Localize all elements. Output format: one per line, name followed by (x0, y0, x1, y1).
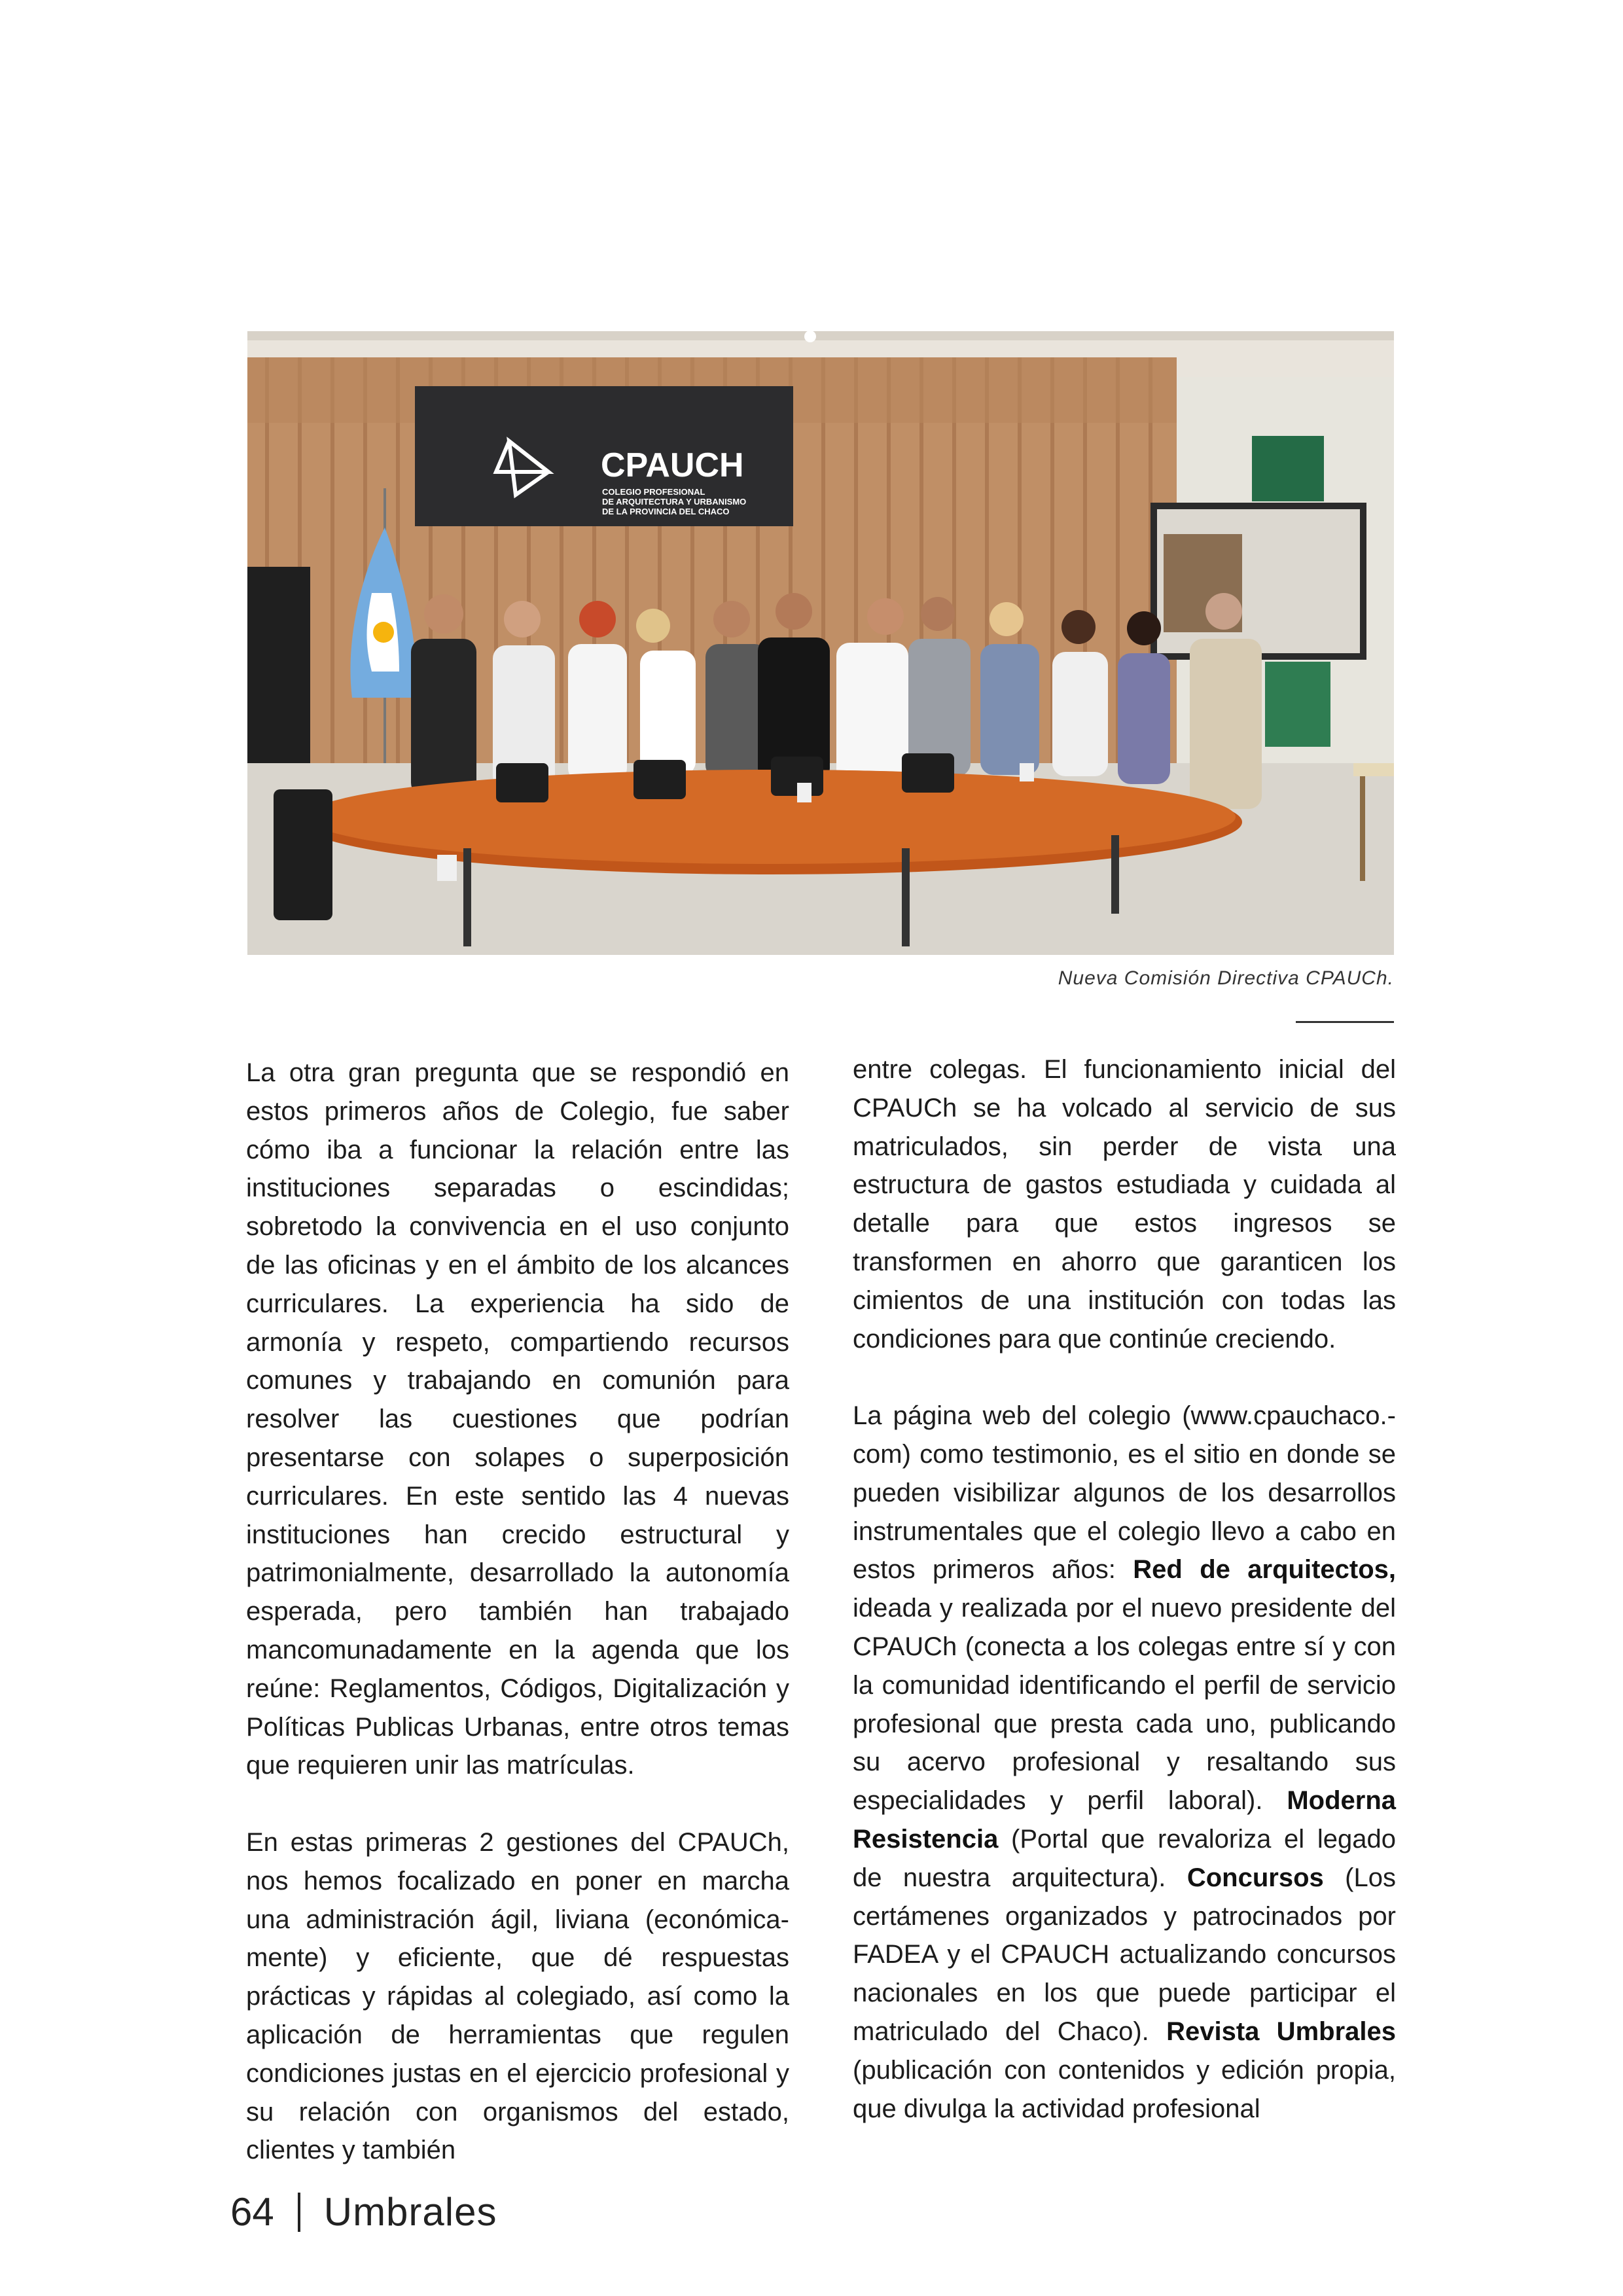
right-paragraph-1: entre colegas. El funcionamiento inicial del CPAUCh se ha volcado al servicio de sus matriculados, sin perder de vista una estructura de gastos estudiada y cuidada al detalle para que estos ingresos se transformen en ahorro que garanticen los cimientos de una institución con todas las condiciones para que continúe creciendo. (853, 1055, 1396, 1354)
right-paragraph-2-d: (Portal que revaloriza el legado de nuestra arquitectura). (853, 1824, 1396, 1892)
right-paragraph-2-c: ideada y realizada por el nuevo presidente del CPAUCh (conecta a los colegas entre sí y con la comunidad identificando el perfil de servicio profesional que presta cada uno, publicando su acervo profesional y resaltando sus especialidades y perfil laboral). (853, 1594, 1396, 1816)
sign-line-2: DE ARQUITECTURA Y URBANISMO (602, 497, 747, 507)
photo-caption: Nueva Comisión Directiva CPAUCh. (1058, 967, 1394, 989)
sign-title: CPAUCH (601, 446, 744, 484)
highlight-concursos: Concursos (1186, 1863, 1324, 1892)
event-photo-illustration (247, 331, 1394, 955)
right-column (853, 1050, 1396, 2166)
sign-line-1: COLEGIO PROFESIONAL (602, 487, 705, 497)
left-paragraph-2: En estas primeras 2 gestiones del CPAUCh, nos hemos focalizado en poner en marcha una administración ágil, liviana (económica-mente) y eficiente, que dé respuestas prácticas y rápidas al colegiado, así como la aplicación de herramientas que regulen condiciones justas en el ejercicio profesional y su relación con organismos del estado, clientes y también (246, 1827, 789, 2165)
magazine-name: Umbrales (323, 2190, 497, 2234)
highlight-moderna-resistencia: Moderna Resistencia (853, 1786, 1396, 1854)
left-paragraph-1: La otra gran pregunta que se respondió en estos primeros años de Colegio, fue saber cómo iba a funcionar la relación entre las instituciones separadas o escindidas; sobretodo la convivencia en el uso conjunto de las oficinas y en el ámbito de los alcances curriculares. La experiencia ha sido de armonía y respeto, compartiendo recursos comunes y trabajando en comunión para resolver las cuestiones que podrían presentarse con solapes o superposición curriculares. En este sentido las 4 nuevas instituciones han crecido estructural y patrimonialmente, desarrollado la autonomía esperada, pero también han trabajado mancomunadamente en la agenda que los reúne: Reglamentos, Códigos, Digitalización y Políticas Publicas Urbanas, entre otros temas que requieren unir las matrículas. (246, 1058, 789, 1780)
page-footer (230, 2189, 497, 2234)
footer-divider (298, 2193, 300, 2232)
highlight-revista-umbrales: Revista Umbrales (1166, 2017, 1396, 2046)
highlight-red-de-arquitectos: Red de arquitectos, (1133, 1555, 1396, 1585)
event-photo (247, 331, 1394, 955)
right-paragraph-2 (853, 1397, 1396, 2128)
left-column (246, 1054, 789, 2208)
right-paragraph-2-f: (publicación con contenidos y edición propia, que divulga la actividad profesional (853, 2055, 1396, 2123)
caption-divider (1296, 1021, 1394, 1023)
page-number: 64 (230, 2190, 274, 2234)
right-paragraph-2-a: La página web del colegio (www.cpauchaco.-com) como testimonio, es el sitio en donde se pueden visibilizar algunos de los desarrollos instrumentales que el colegio llevo a cabo en estos primeros años: (853, 1401, 1396, 1585)
sign-line-3: DE LA PROVINCIA DEL CHACO (602, 507, 730, 516)
right-paragraph-2-e: (Los certámenes organizados y patrocinados por FADEA y el CPAUCH actualizando concursos nacionales en los que puede participar el matriculado del Chaco). (853, 1863, 1396, 2046)
